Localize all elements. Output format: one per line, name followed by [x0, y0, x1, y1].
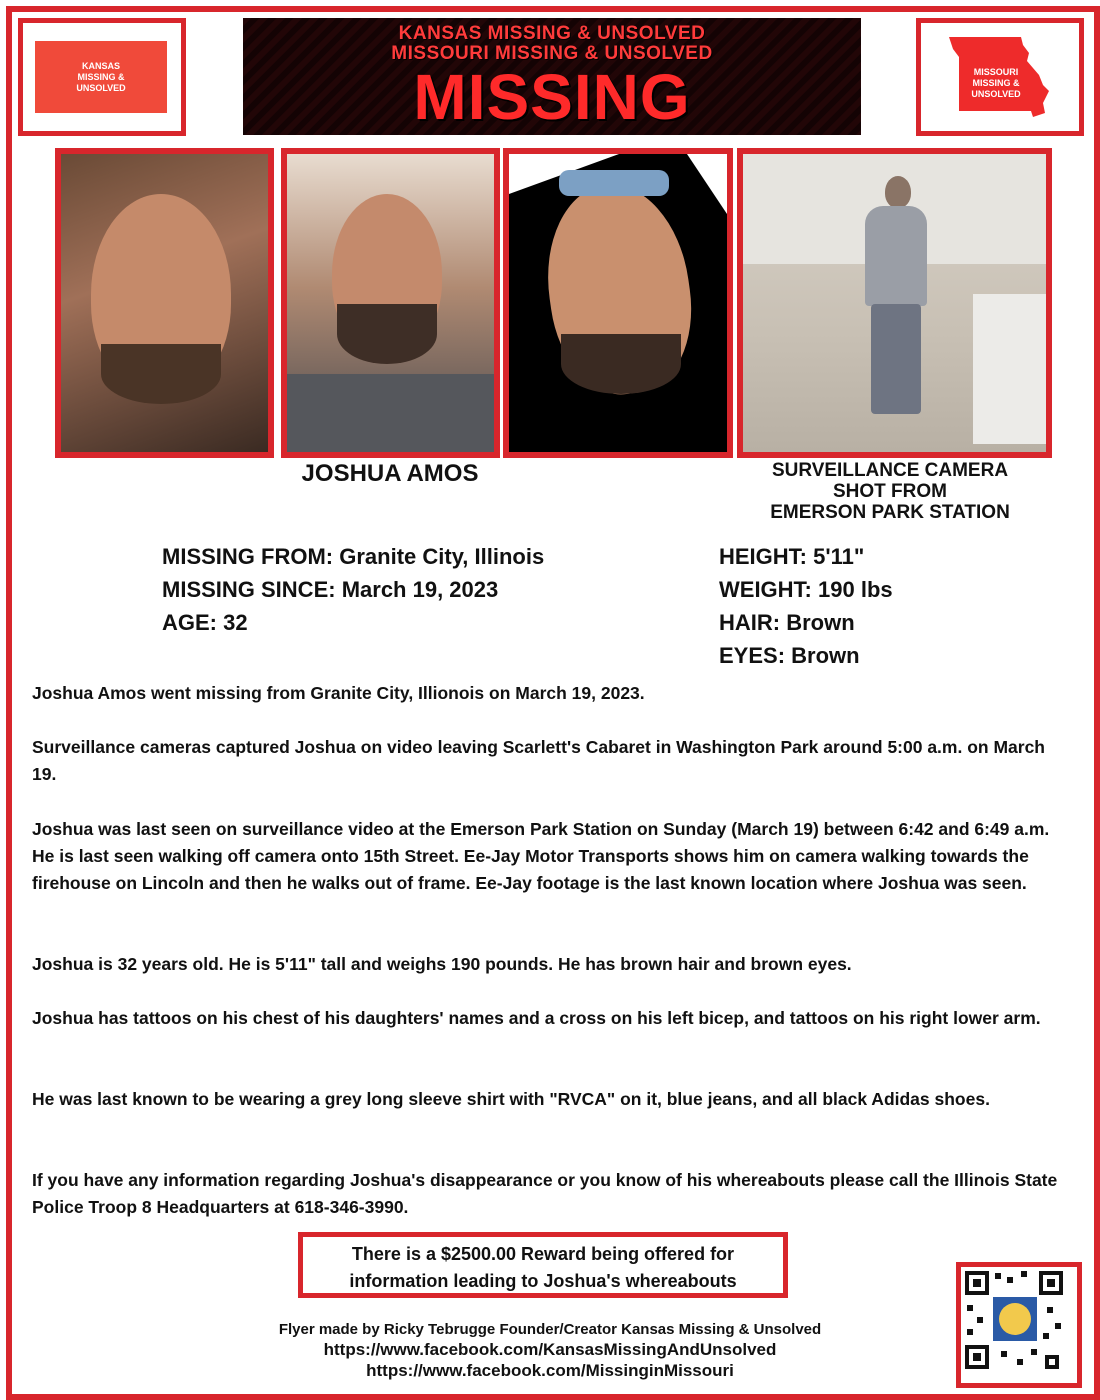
paragraph: Surveillance cameras captured Joshua on video leaving Scarlett's Cabaret in Washington Park around 5:00 a.m. on March 19. — [32, 737, 1045, 784]
fact-label: EYES: — [719, 643, 786, 668]
fact-label: WEIGHT: — [719, 577, 812, 602]
paragraph: Joshua has tattoos on his chest of his daughters' names and a cross on his left bicep, and tattoos on his right lower arm. — [32, 1008, 1041, 1028]
sunglasses-shape — [559, 170, 669, 196]
reward-line: information leading to Joshua's whereabouts — [349, 1271, 737, 1291]
qr-code[interactable] — [956, 1262, 1082, 1388]
facebook-link-missouri[interactable]: https://www.facebook.com/MissinginMissouri — [366, 1361, 734, 1380]
banner-line-kansas: KANSAS MISSING & UNSOLVED — [398, 23, 706, 44]
beard-shape — [337, 304, 437, 364]
bench-shape — [973, 294, 1046, 444]
reward-box — [298, 1232, 788, 1298]
photo-2 — [281, 148, 500, 458]
fact-value: Brown — [791, 643, 860, 668]
surveillance-caption-line: SHOT FROM — [833, 481, 947, 502]
missouri-logo-text: MISSOURI MISSING & UNSOLVED — [971, 67, 1021, 99]
beard-shape — [101, 344, 221, 404]
qr-code-icon — [961, 1267, 1067, 1373]
photo-3 — [503, 148, 733, 458]
paragraph: Joshua Amos went missing from Granite City, Illionois on March 19, 2023. — [32, 683, 645, 703]
fact-label: HEIGHT: — [719, 544, 807, 569]
banner-line-missouri: MISSOURI MISSING & UNSOLVED — [391, 43, 713, 64]
facts-right — [719, 540, 893, 672]
banner-title: MISSING — [413, 61, 691, 133]
paragraph: If you have any information regarding Joshua's disappearance or you know of his whereabouts please call the Illinois State Police Troop 8 Headquarters at 618-346-3990. — [32, 1170, 1058, 1217]
kansas-logo — [18, 18, 186, 136]
fact-value: 32 — [223, 610, 248, 635]
fact-weight — [719, 573, 893, 606]
fact-age — [162, 606, 544, 639]
fact-height — [719, 540, 893, 573]
surveillance-photo — [737, 148, 1052, 458]
paragraph: Joshua is 32 years old. He is 5'11" tall and weighs 190 pounds. He has brown hair and brown eyes. — [32, 954, 852, 974]
fact-missing-since — [162, 573, 544, 606]
reward-line: There is a $2500.00 Reward being offered for — [351, 1244, 735, 1264]
person-name: JOSHUA AMOS — [301, 460, 479, 487]
photo-1 — [55, 148, 274, 458]
fact-label: MISSING SINCE: — [162, 577, 336, 602]
paragraph: Joshua was last seen on surveillance video at the Emerson Park Station on Sunday (March 19) between 6:42 and 6:49 a.m. He is last seen walking off camera onto 15th Street. Ee-Jay Motor Transports shows him on camera walking towards the firehouse on Lincoln and then he walks out of frame. Ee-Jay footage is the last known location where Joshua was seen. — [32, 819, 1050, 893]
fact-missing-from — [162, 540, 544, 573]
surveillance-caption-line: EMERSON PARK STATION — [770, 502, 1010, 523]
fact-value: March 19, 2023 — [341, 577, 499, 602]
paragraph: He was last known to be wearing a grey long sleeve shirt with "RVCA" on it, blue jeans, and all black Adidas shoes. — [32, 1089, 990, 1109]
fact-value: Brown — [786, 610, 855, 635]
facts-left — [162, 540, 544, 639]
fact-label: HAIR: — [719, 610, 781, 635]
header-banner — [243, 18, 861, 135]
credits — [200, 1320, 900, 1381]
surveillance-caption-line: SURVEILLANCE CAMERA — [771, 460, 1009, 481]
white-corner — [687, 154, 727, 214]
figure-head — [885, 176, 911, 208]
facebook-link-kansas[interactable]: https://www.facebook.com/KansasMissingAndUnsolved — [323, 1340, 777, 1359]
hoodie-shape — [287, 374, 494, 454]
beard-shape — [561, 334, 681, 394]
surveillance-caption — [737, 460, 1043, 523]
fact-label: AGE: — [162, 610, 217, 635]
figure-torso — [865, 206, 927, 306]
fact-value: Granite City, Illinois — [339, 544, 545, 569]
flyer-credit: Flyer made by Ricky Tebrugge Founder/Creator Kansas Missing & Unsolved — [278, 1321, 822, 1338]
fact-value: 190 lbs — [818, 577, 893, 602]
figure-legs — [871, 304, 921, 414]
fact-value: 5'11" — [813, 544, 865, 569]
fact-eyes — [719, 639, 893, 672]
fact-hair — [719, 606, 893, 639]
fact-label: MISSING FROM: — [162, 544, 334, 569]
kansas-state-shape — [35, 41, 167, 113]
missouri-logo — [916, 18, 1084, 136]
kansas-logo-text: KANSAS MISSING & UNSOLVED — [76, 60, 126, 93]
